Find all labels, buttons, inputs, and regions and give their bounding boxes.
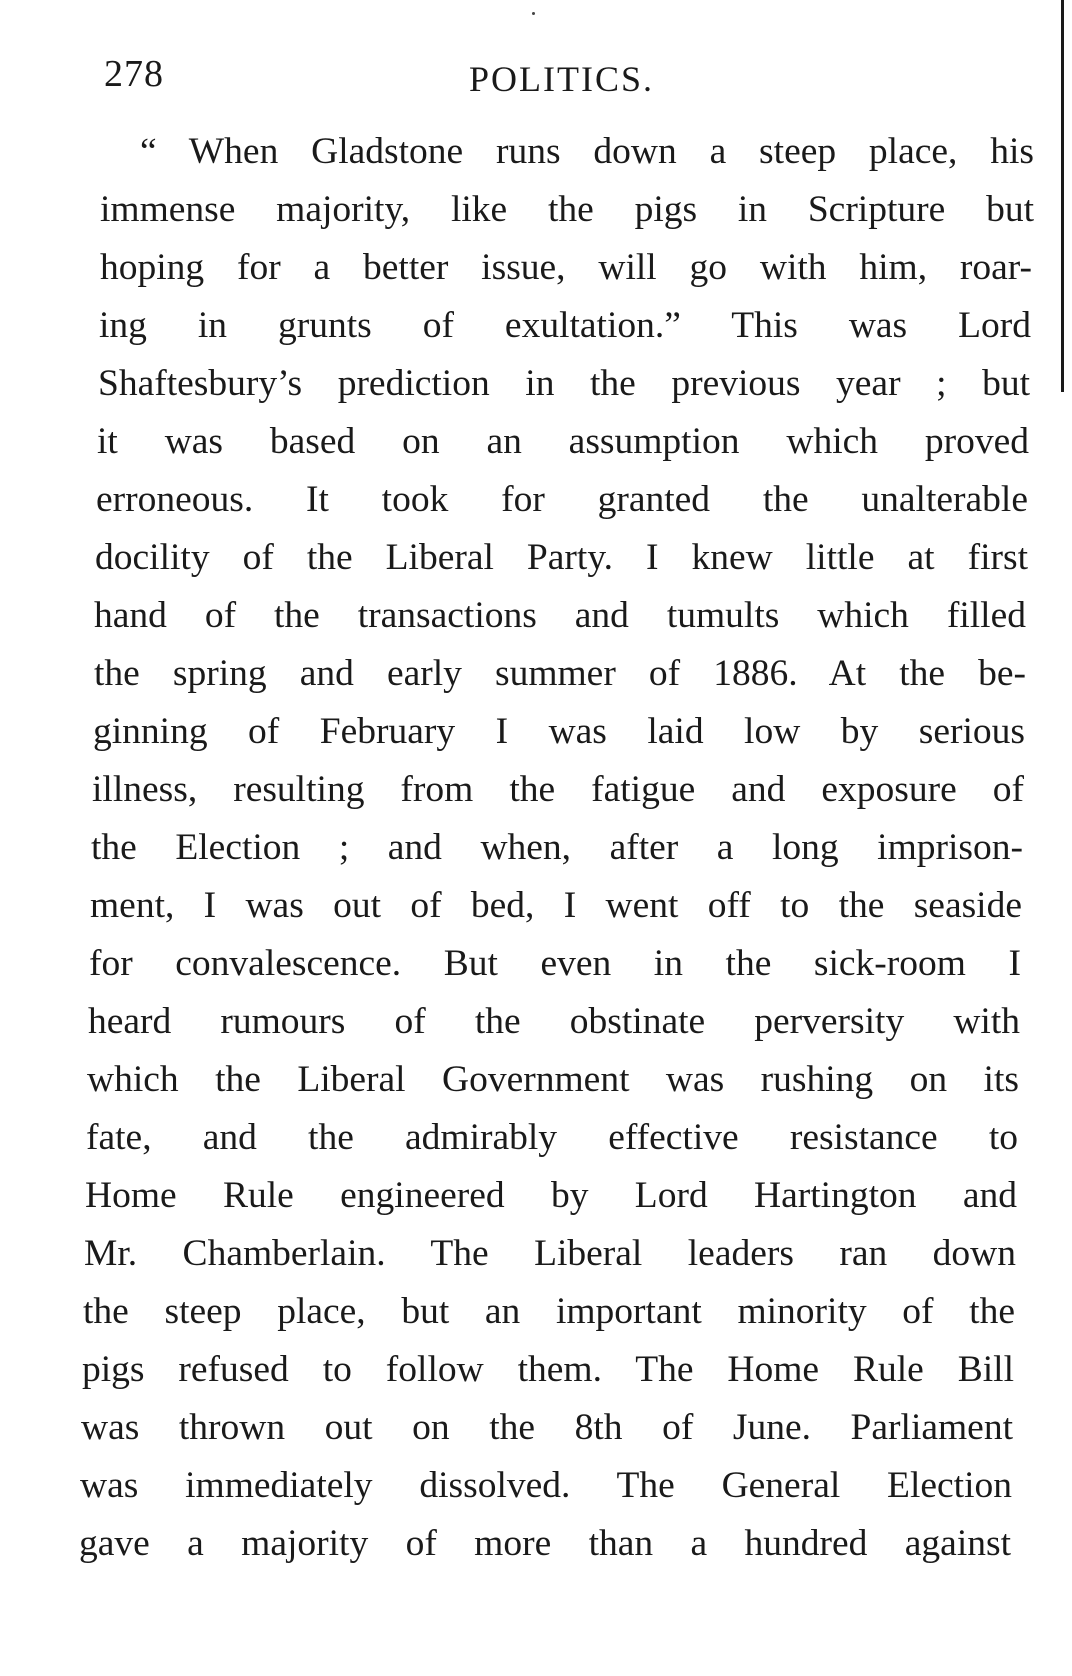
text-line: ment, I was out of bed, I went off to the seaside: [90, 885, 1022, 926]
running-head: [104, 52, 1004, 112]
text-line: heard rumours of the obstinate perversity with: [88, 1001, 1020, 1042]
text-line: the Election ; and when, after a long imprison-: [91, 827, 1023, 868]
text-line: which the Liberal Government was rushing on its: [87, 1059, 1019, 1100]
text-line: fate, and the admirably effective resistance to: [86, 1117, 1018, 1158]
text-line: hand of the transactions and tumults which filled: [94, 595, 1026, 636]
text-line: ing in grunts of exultation.” This was Lord: [99, 305, 1031, 346]
text-line: Mr. Chamberlain. The Liberal leaders ran down: [84, 1233, 1016, 1274]
text-line: “ When Gladstone runs down a steep place, his: [140, 131, 1034, 172]
text-line: the steep place, but an important minority of the: [83, 1291, 1015, 1332]
scan-speck: [532, 12, 535, 15]
text-line: was thrown out on the 8th of June. Parliament: [81, 1407, 1013, 1448]
text-line: erroneous. It took for granted the unalterable: [96, 479, 1028, 520]
text-line: ginning of February I was laid low by serious: [93, 711, 1025, 752]
page-number: 278: [104, 53, 164, 95]
text-line: Shaftesbury’s prediction in the previous year ; but: [98, 363, 1030, 404]
scan-edge-mark: [1061, 0, 1064, 392]
text-line: gave a majority of more than a hundred against: [79, 1523, 1011, 1564]
text-line: the spring and early summer of 1886. At the be-: [94, 653, 1026, 694]
text-line: immense majority, like the pigs in Scripture but: [100, 189, 1034, 230]
text-line: illness, resulting from the fatigue and exposure of: [92, 769, 1024, 810]
text-line: hoping for a better issue, will go with him, roar-: [100, 247, 1032, 288]
text-line: pigs refused to follow them. The Home Rule Bill: [82, 1349, 1014, 1390]
text-line: it was based on an assumption which proved: [97, 421, 1029, 462]
text-line: docility of the Liberal Party. I knew little at first: [95, 537, 1028, 578]
text-line: was immediately dissolved. The General Election: [80, 1465, 1012, 1506]
text-line: Home Rule engineered by Lord Hartington and: [85, 1175, 1017, 1216]
running-title: POLITICS.: [469, 59, 655, 99]
text-line: for convalescence. But even in the sick-room I: [89, 943, 1021, 984]
